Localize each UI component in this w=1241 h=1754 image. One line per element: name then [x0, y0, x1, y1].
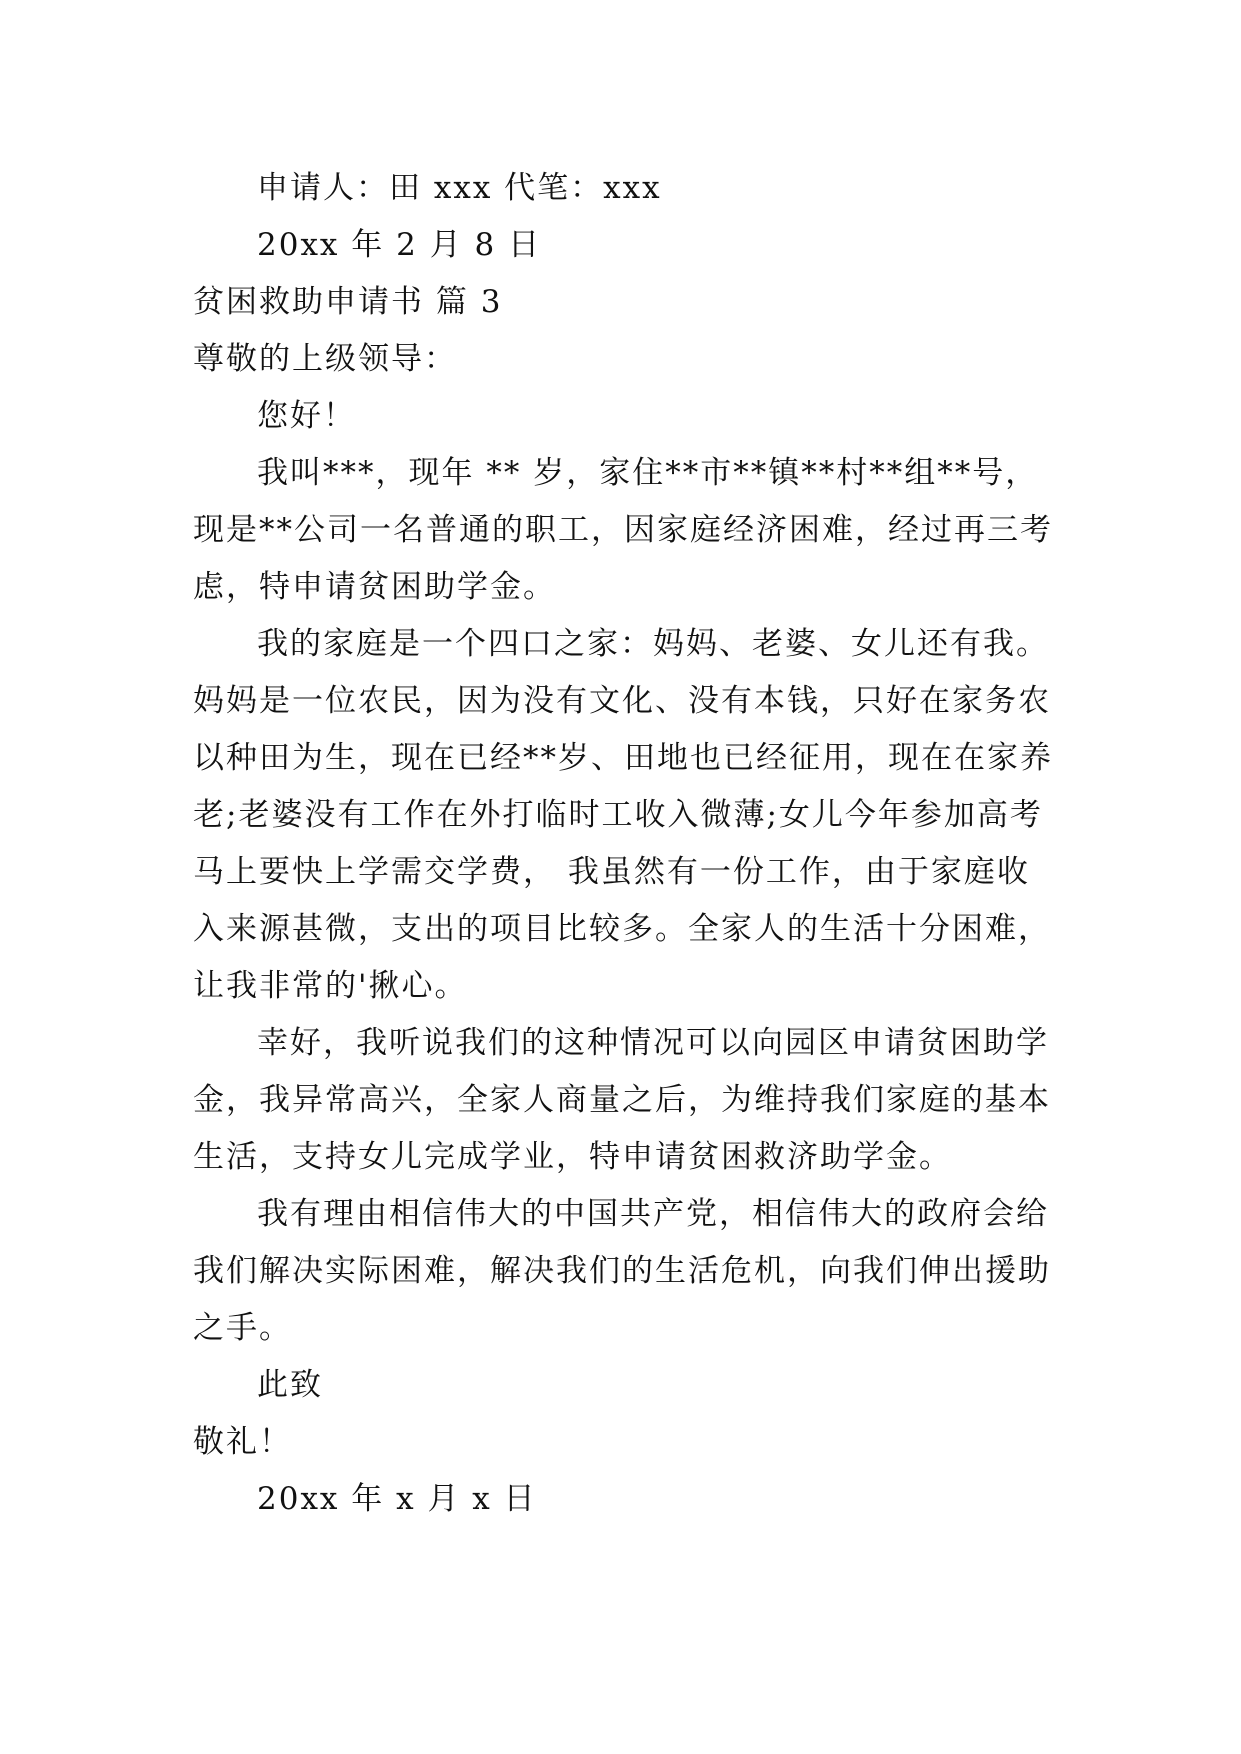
paragraph-line: 现是**公司一名普通的职工，因家庭经济困难，经过再三考 [193, 512, 1053, 548]
paragraph-4 [193, 1186, 1055, 1357]
greeting: 您好！ [257, 398, 356, 434]
paragraph-line: 我们解决实际困难，解决我们的生活危机，向我们伸出援助 [193, 1253, 1051, 1289]
paragraph-line: 以种田为生，现在已经**岁、田地也已经征用，现在在家养 [193, 740, 1053, 776]
paragraph-1 [193, 445, 1055, 616]
paragraph-line: 我有理由相信伟大的中国共产党，相信伟大的政府会给 [257, 1196, 1049, 1232]
paragraph-line: 之手。 [193, 1310, 292, 1346]
closing-line-2: 敬礼！ [193, 1424, 292, 1460]
salutation: 尊敬的上级领导： [193, 341, 457, 377]
date-top: 20xx 年 2 月 8 日 [257, 227, 542, 263]
section-title: 贫困救助申请书 篇 3 [193, 284, 503, 320]
paragraph-line: 我叫***，现年 ** 岁，家住**市**镇**村**组**号， [257, 455, 1039, 491]
paragraph-line: 幸好，我听说我们的这种情况可以向园区申请贫困助学 [257, 1025, 1049, 1061]
paragraph-line: 老;老婆没有工作在外打临时工收入微薄;女儿今年参加高考 [193, 797, 1043, 833]
applicant-line: 申请人：田 xxx 代笔：xxx [257, 170, 662, 206]
paragraph-line: 马上要快上学需交学费， 我虽然有一份工作，由于家庭收 [193, 854, 1030, 890]
paragraph-line: 妈妈是一位农民，因为没有文化、没有本钱，只好在家务农 [193, 683, 1051, 719]
document-body [193, 160, 1055, 1528]
paragraph-line: 生活，支持女儿完成学业，特申请贫困救济助学金。 [193, 1139, 952, 1175]
paragraph-line: 让我非常的'揪心。 [193, 968, 468, 1004]
paragraph-line: 我的家庭是一个四口之家：妈妈、老婆、女儿还有我。 [257, 626, 1049, 662]
date-bottom: 20xx 年 x 月 x 日 [257, 1481, 537, 1517]
paragraph-3 [193, 1015, 1055, 1186]
paragraph-2 [193, 616, 1055, 1015]
paragraph-line: 金，我异常高兴，全家人商量之后，为维持我们家庭的基本 [193, 1082, 1051, 1118]
closing-line-1: 此致 [257, 1367, 323, 1403]
paragraph-line: 虑，特申请贫困助学金。 [193, 569, 556, 605]
paragraph-line: 入来源甚微，支出的项目比较多。全家人的生活十分困难， [193, 911, 1051, 947]
